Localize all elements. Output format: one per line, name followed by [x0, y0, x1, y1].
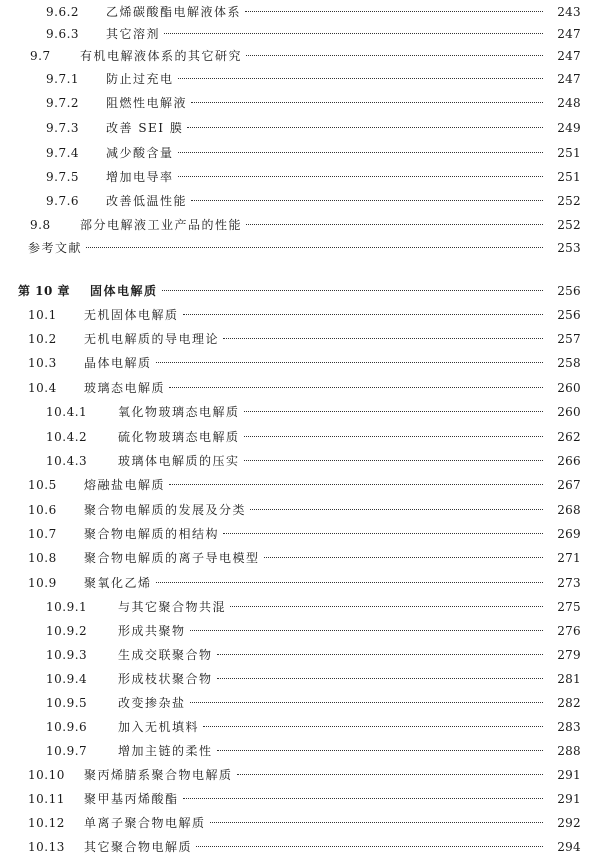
toc-entry-page-number: 258: [557, 356, 581, 370]
toc-entry: [0, 215, 593, 235]
toc-entry-page-number: 291: [557, 792, 581, 806]
toc-entry-title: 聚氧化乙烯: [84, 576, 152, 590]
toc-entry-page-number: 247: [557, 49, 581, 63]
dot-leader: [210, 822, 543, 823]
toc-entry-number: 10.4.3: [46, 454, 88, 468]
toc-entry-title: 与其它聚合物共混: [118, 600, 227, 614]
toc-entry-page-number: 252: [557, 194, 581, 208]
toc-entry-title: 乙烯碳酸酯电解液体系: [106, 5, 242, 19]
toc-entry-number: 9.7.2: [46, 96, 80, 110]
dot-leader: [217, 678, 543, 679]
toc-entry-title: 形成枝状聚合物: [118, 672, 213, 686]
toc-entry-page-number: 275: [557, 600, 581, 614]
toc-entry-number: 9.8: [30, 218, 51, 232]
toc-entry: [0, 813, 593, 833]
toc-entry-number: 9.7.6: [46, 194, 80, 208]
dot-leader: [183, 798, 543, 799]
toc-entry: [0, 329, 593, 349]
toc-entry-page-number: 243: [557, 5, 581, 19]
toc-entry-title: 形成共聚物: [118, 624, 186, 638]
toc-entry-page-number: 257: [557, 332, 581, 346]
toc-entry-page-number: 268: [557, 503, 581, 517]
toc-entry-title: 阻燃性电解液: [106, 96, 188, 110]
toc-entry-page-number: 252: [557, 218, 581, 232]
dot-leader: [86, 247, 543, 248]
dot-leader: [191, 200, 543, 201]
toc-entry-page-number: 294: [557, 840, 581, 854]
toc-entry-number: 10.9.2: [46, 624, 88, 638]
dot-leader: [156, 582, 543, 583]
dot-leader: [223, 533, 543, 534]
toc-entry-title: 无机电解质的导电理论: [84, 332, 220, 346]
toc-entry: [0, 597, 593, 617]
toc-entry: [0, 475, 593, 495]
toc-entry-title: 玻璃态电解质: [84, 381, 166, 395]
toc-entry-number: 9.7.1: [46, 72, 80, 86]
toc-entry-title: 硫化物玻璃态电解质: [118, 430, 240, 444]
toc-entry-page-number: 262: [557, 430, 581, 444]
toc-entry: [0, 548, 593, 568]
toc-entry-title: 无机固体电解质: [84, 308, 179, 322]
toc-entry-page-number: 266: [557, 454, 581, 468]
toc-entry-page-number: 247: [557, 72, 581, 86]
toc-entry-number: 10.10: [28, 768, 65, 782]
toc-entry: [0, 46, 593, 66]
toc-entry-number: 9.7.4: [46, 146, 80, 160]
toc-entry-title: 减少酸含量: [106, 146, 174, 160]
toc-entry-number: 10.9: [28, 576, 57, 590]
toc-entry-title: 熔融盐电解质: [84, 478, 166, 492]
toc-chapter-entry: [0, 281, 593, 301]
dot-leader: [237, 774, 543, 775]
dot-leader: [162, 290, 543, 291]
dot-leader: [187, 127, 543, 128]
toc-entry: [0, 837, 593, 857]
toc-entry-number: 10.4: [28, 381, 57, 395]
toc-entry: [0, 573, 593, 593]
toc-entry-title: 固体电解质: [90, 284, 158, 298]
toc-entry-number: 10.3: [28, 356, 57, 370]
toc-entry-page-number: 260: [557, 405, 581, 419]
toc-entry-number: 10.11: [28, 792, 65, 806]
toc-entry-title: 晶体电解质: [84, 356, 152, 370]
toc-entry-page-number: 260: [557, 381, 581, 395]
toc-entry-title: 单离子聚合物电解质: [84, 816, 206, 830]
toc-entry-number: 9.7.3: [46, 121, 80, 135]
toc-entry: [0, 378, 593, 398]
toc-entry: [0, 93, 593, 113]
toc-entry-page-number: 273: [557, 576, 581, 590]
dot-leader: [178, 176, 543, 177]
toc-entry-page-number: 253: [557, 241, 581, 255]
toc-entry-title: 改变掺杂盐: [118, 696, 186, 710]
toc-entry-title: 生成交联聚合物: [118, 648, 213, 662]
toc-entry: [0, 69, 593, 89]
toc-entry: [0, 427, 593, 447]
toc-entry: [0, 305, 593, 325]
dot-leader: [250, 509, 543, 510]
toc-entry: [0, 621, 593, 641]
toc-entry: [0, 524, 593, 544]
toc-entry-number: 10.9.7: [46, 744, 88, 758]
toc-entry-number: 10.8: [28, 551, 57, 565]
toc-entry-number: 第 10 章: [18, 284, 71, 298]
toc-entry-number: 10.2: [28, 332, 57, 346]
toc-entry-number: 10.5: [28, 478, 57, 492]
toc-entry: [0, 693, 593, 713]
dot-leader: [183, 314, 543, 315]
toc-entry-number: 9.7.5: [46, 170, 80, 184]
toc-entry: [0, 24, 593, 44]
toc-entry-title: 有机电解液体系的其它研究: [80, 49, 243, 63]
toc-entry: [0, 500, 593, 520]
dot-leader: [203, 726, 543, 727]
toc-entry-number: 10.9.6: [46, 720, 88, 734]
dot-leader: [190, 630, 543, 631]
dot-leader: [196, 846, 543, 847]
dot-leader: [169, 387, 543, 388]
toc-entry-title: 聚合物电解质的发展及分类: [84, 503, 247, 517]
toc-entry-page-number: 256: [557, 308, 581, 322]
toc-entry-title: 增加主链的柔性: [118, 744, 213, 758]
toc-entry-number: 10.6: [28, 503, 57, 517]
toc-entry: [0, 143, 593, 163]
toc-entry-page-number: 288: [557, 744, 581, 758]
toc-entry-page-number: 271: [557, 551, 581, 565]
toc-entry-page-number: 282: [557, 696, 581, 710]
toc-entry-title: 部分电解液工业产品的性能: [80, 218, 243, 232]
toc-entry: [0, 2, 593, 22]
toc-entry-page-number: 291: [557, 768, 581, 782]
toc-entry-number: 9.6.3: [46, 27, 80, 41]
toc-entry-title: 改善 SEI 膜: [106, 121, 184, 135]
dot-leader: [246, 55, 543, 56]
toc-entry-number: 10.13: [28, 840, 65, 854]
toc-entry-title: 增加电导率: [106, 170, 174, 184]
toc-entry-page-number: 249: [557, 121, 581, 135]
dot-leader: [178, 78, 543, 79]
toc-entry-number: 10.4.1: [46, 405, 88, 419]
toc-entry-title: 聚合物电解质的离子导电模型: [84, 551, 260, 565]
toc-entry-number: 10.9.3: [46, 648, 88, 662]
toc-entry: [0, 789, 593, 809]
toc-entry-page-number: 292: [557, 816, 581, 830]
dot-leader: [230, 606, 543, 607]
toc-entry-page-number: 248: [557, 96, 581, 110]
dot-leader: [178, 152, 543, 153]
toc-entry: [0, 167, 593, 187]
toc-entry-number: 10.9.1: [46, 600, 88, 614]
toc-entry: [0, 353, 593, 373]
toc-entry: [0, 191, 593, 211]
toc-entry-title: 改善低温性能: [106, 194, 188, 208]
toc-entry-number: 9.7: [30, 49, 51, 63]
dot-leader: [191, 102, 543, 103]
toc-entry-page-number: 281: [557, 672, 581, 686]
toc-entry-page-number: 269: [557, 527, 581, 541]
toc-entry-title: 氧化物玻璃态电解质: [118, 405, 240, 419]
dot-leader: [169, 484, 543, 485]
dot-leader: [164, 33, 543, 34]
dot-leader: [264, 557, 543, 558]
toc-entry-number: 10.4.2: [46, 430, 88, 444]
toc-entry-page-number: 256: [557, 284, 581, 298]
toc-entry: [0, 765, 593, 785]
dot-leader: [245, 11, 543, 12]
toc-entry-number: 10.12: [28, 816, 65, 830]
dot-leader: [244, 436, 543, 437]
toc-entry: [0, 669, 593, 689]
toc-entry-number: 10.9.5: [46, 696, 88, 710]
dot-leader: [244, 460, 543, 461]
toc-entry-title: 聚合物电解质的相结构: [84, 527, 220, 541]
toc-entry: [0, 717, 593, 737]
toc-entry-title: 玻璃体电解质的压实: [118, 454, 240, 468]
toc-entry: [0, 741, 593, 761]
toc-entry-title: 防止过充电: [106, 72, 174, 86]
toc-entry-number: 9.6.2: [46, 5, 80, 19]
toc-entry-title: 聚甲基丙烯酸酯: [84, 792, 179, 806]
toc-entry-page-number: 251: [557, 146, 581, 160]
toc-entry: [0, 402, 593, 422]
toc-entry-title: 其它聚合物电解质: [84, 840, 193, 854]
toc-entry: [0, 118, 593, 138]
toc-entry-number: 10.9.4: [46, 672, 88, 686]
toc-entry-title: 加入无机填料: [118, 720, 200, 734]
toc-entry-page-number: 279: [557, 648, 581, 662]
toc-entry: [0, 238, 593, 258]
dot-leader: [190, 702, 543, 703]
dot-leader: [246, 224, 543, 225]
toc-entry-page-number: 251: [557, 170, 581, 184]
dot-leader: [244, 411, 543, 412]
dot-leader: [156, 362, 543, 363]
toc-entry: [0, 645, 593, 665]
toc-entry-number: 10.1: [28, 308, 57, 322]
toc-entry-page-number: 267: [557, 478, 581, 492]
toc-entry-page-number: 276: [557, 624, 581, 638]
toc-entry-title: 其它溶剂: [106, 27, 161, 41]
dot-leader: [217, 750, 543, 751]
toc-entry-number: 10.7: [28, 527, 57, 541]
toc-entry-title: 聚丙烯腈系聚合物电解质: [84, 768, 233, 782]
toc-entry: [0, 451, 593, 471]
dot-leader: [223, 338, 543, 339]
dot-leader: [217, 654, 543, 655]
toc-entry-page-number: 247: [557, 27, 581, 41]
toc-entry-page-number: 283: [557, 720, 581, 734]
toc-entry-title: 参考文献: [28, 241, 83, 255]
